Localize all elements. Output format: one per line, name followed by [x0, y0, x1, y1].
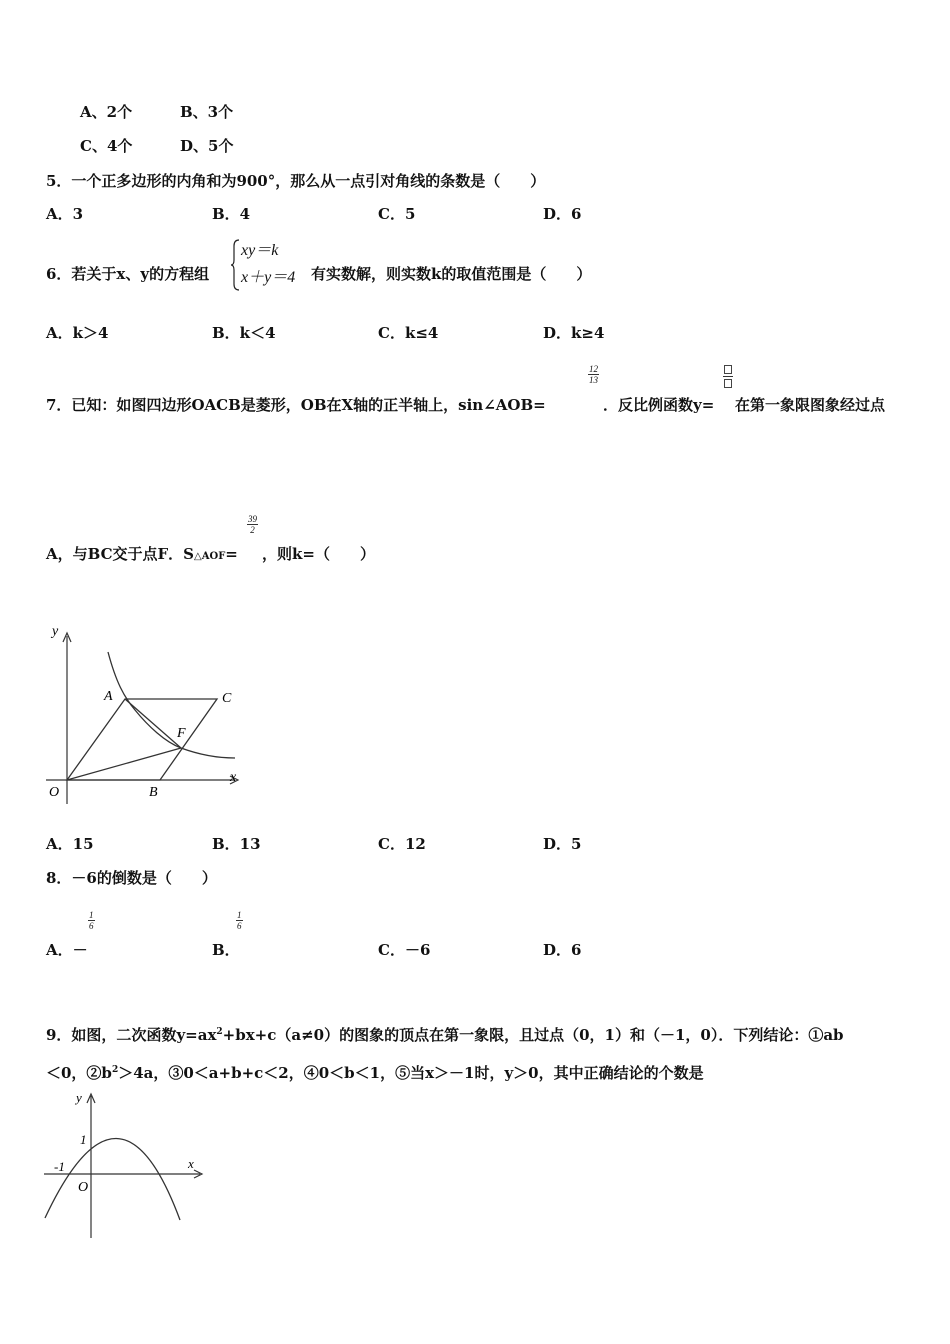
q7-label-o: O [49, 785, 60, 800]
q7-segment-af [125, 699, 181, 748]
q6-stem-suffix: 有实数解，则实数k的取值范围是（ ） [311, 265, 592, 283]
q5-option-b: B．4 [212, 205, 251, 223]
q8-option-c: C．－6 [378, 941, 431, 959]
q9-line1-sup: 2 [216, 1027, 223, 1037]
q6-brace [231, 238, 241, 292]
q8-option-d: D．6 [543, 941, 582, 959]
q7-area-subscript: △AOF [194, 551, 226, 562]
q8-b-num: 1 [237, 910, 242, 920]
q7-sin-den: 13 [589, 375, 598, 385]
q6-option-a: A．k＞4 [46, 324, 109, 342]
q5-option-c: C．5 [378, 205, 416, 223]
q7-fraction-bar [723, 376, 733, 377]
q4-option-c: C、4个 [80, 137, 133, 155]
q7-option-c: C．12 [378, 835, 426, 853]
q7-stem-part3: 在第一象限图象经过点 [735, 396, 886, 414]
q8-a-den: 6 [89, 921, 94, 931]
q7-label-c: C [222, 691, 232, 706]
q7-k-placeholder-icon [724, 365, 732, 374]
q6-option-c: C．k≤4 [378, 324, 439, 342]
q9-label-o: O [78, 1180, 89, 1195]
q9-line1 [46, 1023, 844, 1044]
q9-label-y: y [76, 1090, 82, 1105]
q9-line2-b: ＞4a，③0＜a+b+c＜2，④0＜b＜1，⑤当x＞－1时，y＞0，其中正确结论的个数是 [118, 1064, 704, 1082]
q7-hyperbola [108, 652, 235, 758]
q4-option-d: D、5个 [180, 137, 234, 155]
q7-figure [40, 622, 250, 804]
q8-stem: 8．－6的倒数是（ ） [46, 869, 217, 887]
q7-stem-part2: ．反比例函数y= [603, 396, 715, 414]
q9-line1-a: 9．如图，二次函数y=ax [46, 1026, 217, 1044]
q7-rhombus [67, 699, 217, 780]
q7-label-f: F [177, 726, 186, 741]
q7-option-b: B．13 [212, 835, 261, 853]
q7-label-a: A [104, 689, 113, 704]
q7-line2 [46, 545, 238, 566]
q7-x-placeholder-icon [724, 379, 732, 388]
q7-sin-fraction [588, 364, 599, 385]
q8-option-b-fraction [236, 910, 243, 931]
q7-stem-part1: 7．已知：如图四边形OACB是菱形，OB在X轴的正半轴上，sin∠AOB= [46, 396, 546, 414]
q8-option-b-label: B． [212, 941, 240, 959]
q4-option-b: B、3个 [180, 103, 234, 121]
q9-line2-a: ＜0，②b [46, 1064, 112, 1082]
q7-sin-num: 12 [589, 364, 598, 374]
q6-option-d: D．k≥4 [543, 324, 605, 342]
q7-line2-eq: = [225, 545, 238, 563]
q8-b-den: 6 [237, 921, 242, 931]
q5-option-d: D．6 [543, 205, 582, 223]
q7-area-den: 2 [250, 525, 255, 535]
q9-label-1: 1 [80, 1132, 87, 1147]
q8-option-a-label: A．－ [46, 941, 88, 959]
q6-eq2: x＋y＝4 [241, 269, 296, 286]
q7-label-b: B [149, 785, 158, 800]
q7-line2-suffix: ，则k=（ ） [262, 545, 375, 563]
q9-label-neg1: -1 [54, 1159, 65, 1174]
q9-line2-sup: 2 [111, 1065, 119, 1075]
q6-eq1: xy＝k [241, 242, 279, 259]
q7-area-num: 39 [248, 514, 257, 524]
q5-stem: 5．一个正多边形的内角和为900°，那么从一点引对角线的条数是（ ） [46, 172, 546, 190]
q8-a-num: 1 [89, 910, 94, 920]
q9-line1-b: +bx+c（a≠0）的图象的顶点在第一象限，且过点（0，1）和（－1，0）．下列结论：①ab [222, 1026, 844, 1044]
q7-line2-text: A，与BC交于点F．S [46, 545, 195, 563]
q7-option-d: D．5 [543, 835, 582, 853]
q6-stem-prefix: 6．若关于x、y的方程组 [46, 265, 210, 283]
q9-figure [40, 1088, 210, 1240]
q4-option-a: A、2个 [80, 103, 133, 121]
q7-label-x: x [230, 770, 237, 785]
q9-line2 [46, 1061, 704, 1082]
q6-option-b: B．k＜4 [212, 324, 276, 342]
q9-parabola [45, 1138, 180, 1220]
q9-label-x: x [188, 1156, 194, 1171]
q7-area-fraction [247, 514, 258, 535]
q5-option-a: A．3 [46, 205, 84, 223]
q7-option-a: A．15 [46, 835, 94, 853]
q8-option-a-fraction [88, 910, 95, 931]
q7-label-y: y [52, 624, 59, 639]
